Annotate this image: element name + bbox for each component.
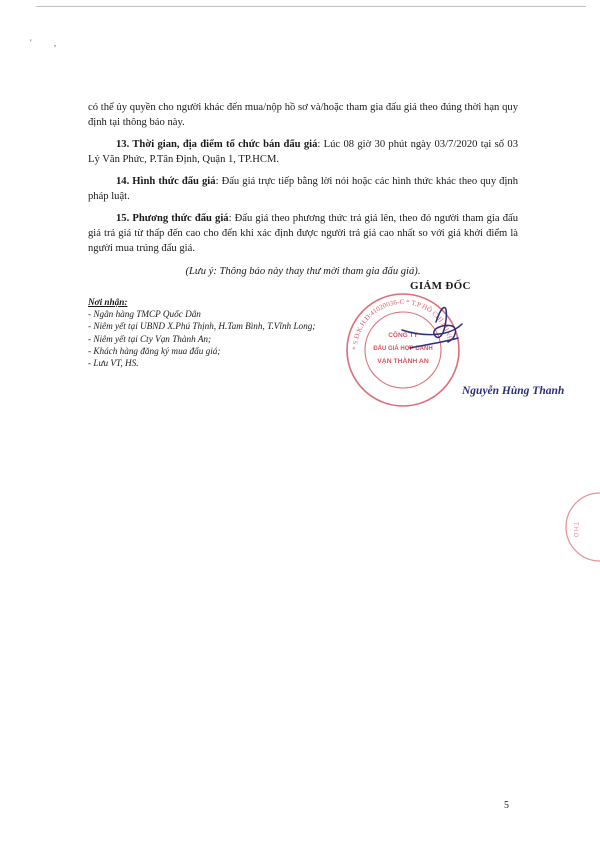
scan-marks: ' , (30, 38, 67, 48)
recipient-item: - Khách hàng đăng ký mua đấu giá; (88, 345, 221, 356)
edge-seal-text: T.H.Ô (572, 522, 578, 538)
paragraph-13-text: : Lúc 08 giờ 30 phút ngày 03/7/2020 tại số 03 Lý Văn Phức, P.Tân Định, Quận 1, TP.HCM. (88, 139, 518, 165)
paragraph-15-text: : Đấu giá theo phương thức trả giá lên, theo đó người tham gia đấu giá trả giá từ thấp đến cao cho đến khi xác định được người trả giá cao nhất so với giá khởi điểm là người mua trúng đấu giá. (88, 213, 518, 254)
director-title: GIÁM ĐỐC (410, 280, 471, 292)
paragraph-13 (88, 137, 518, 167)
paragraph-14-label: 14. Hình thức đấu giá (116, 176, 216, 187)
recipient-item: - Niêm yết tại UBND X.Phú Thịnh, H.Tam Bình, T.Vĩnh Long; (88, 321, 316, 332)
paragraph-13-label: 13. Thời gian, địa điểm tổ chức bán đấu giá (116, 139, 318, 150)
document-body (88, 100, 518, 286)
company-seal-and-signature (340, 290, 590, 410)
paragraph-15 (88, 211, 518, 256)
recipient-item: - Niêm yết tại Cty Vạn Thành An; (88, 333, 212, 344)
recipients-list (88, 308, 315, 369)
seal-line-2: ĐẤU GIÁ HỢP DANH (373, 346, 433, 352)
seal-line-1: CÔNG TY (388, 332, 418, 339)
signer-name: Nguyễn Hùng Thanh (462, 385, 565, 397)
paragraph-14 (88, 174, 518, 204)
top-scan-line (36, 6, 586, 7)
page-number: 5 (504, 800, 509, 811)
edge-seal-fragment (552, 482, 600, 572)
seal-line-3: VẠN THÀNH AN (377, 358, 429, 365)
note: (Lưu ý: Thông báo này thay thư mời tham gia đấu giá). (185, 266, 421, 277)
paragraph-14-text: : Đấu giá trực tiếp bằng lời nói hoặc các hình thức khác theo quy định pháp luật. (88, 176, 519, 202)
recipient-item: - Lưu VT, HS. (88, 358, 139, 369)
paragraph-15-label: 15. Phương thức đấu giá (116, 213, 229, 224)
recipient-item: - Ngân hàng TMCP Quốc Dân (88, 309, 201, 320)
recipients-title: Nơi nhận: (88, 297, 128, 307)
paragraph-continuation: có thể ủy quyền cho người khác đến mua/nộp hồ sơ và/hoặc tham gia đấu giá theo đúng thời hạn quy định tại thông báo này. (88, 102, 518, 128)
seal-ring-text: * S.Đ.K.H.Đ:41020036-C * T.P HỒ CHÍ MINH (350, 297, 455, 351)
recipients-block (88, 296, 315, 369)
